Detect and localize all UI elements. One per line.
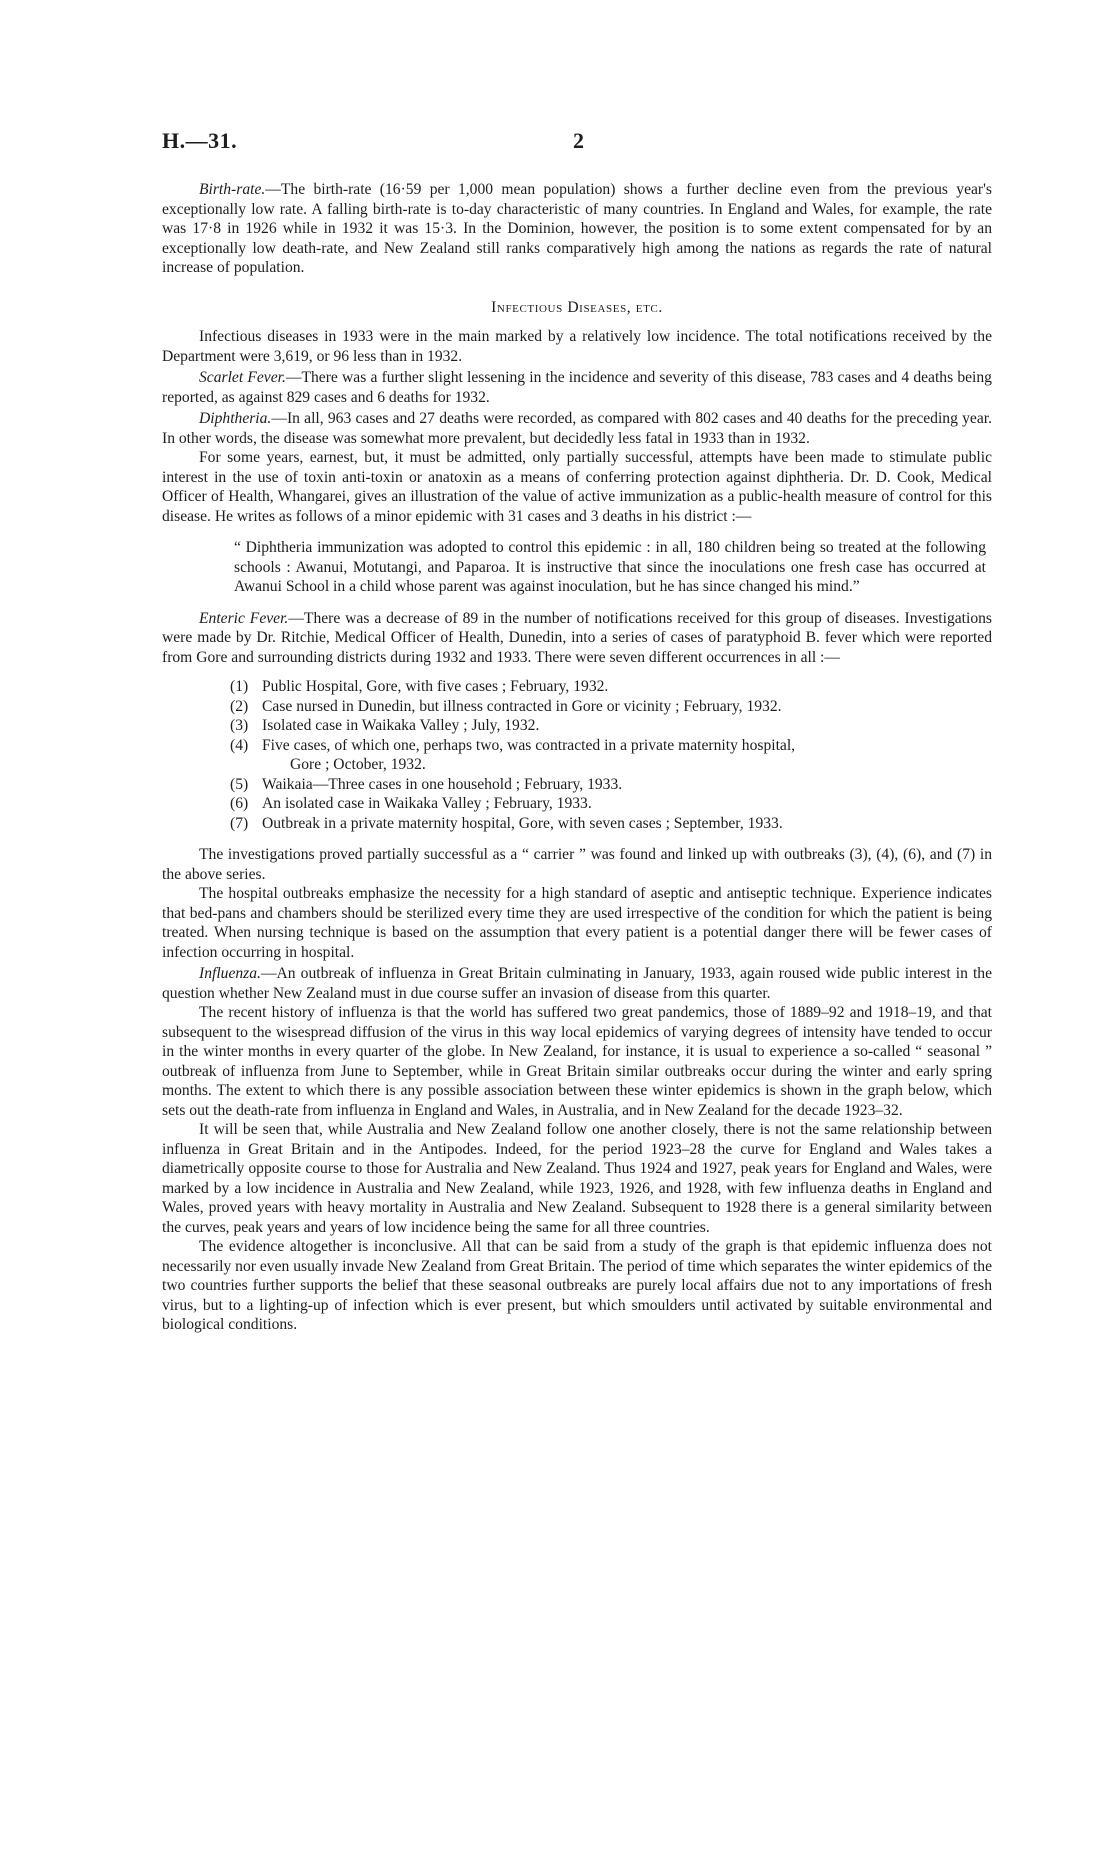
paragraph-birth-rate bbox=[162, 180, 992, 278]
list-item-text: An isolated case in Waikaka Valley ; February, 1933. bbox=[262, 795, 592, 812]
list-item-number: (3) bbox=[230, 717, 249, 734]
diphtheria-text: —In all, 963 cases and 27 deaths were recorded, as compared with 802 cases and 40 deaths for the preceding year. In other words, the disease was somewhat more prevalent, but decidedly less fatal in 1933 than in 1932. bbox=[162, 410, 992, 447]
document-reference: H.—31. bbox=[162, 128, 238, 153]
list-item-number: (6) bbox=[230, 795, 249, 812]
paragraph-intro: Infectious diseases in 1933 were in the main marked by a relatively low incidence. The total notifications received by the Department were 3,619, or 96 less than in 1932. bbox=[162, 328, 992, 365]
list-item bbox=[230, 814, 992, 834]
run-in-heading-birth-rate: Birth-rate. bbox=[199, 181, 266, 198]
list-item bbox=[230, 677, 992, 697]
paragraph-hospital-outbreaks: The hospital outbreaks emphasize the necessity for a high standard of aseptic and antiseptic technique. Experience indicates that bed-pans and chambers should be sterilized every time they are used irrespective of the condition for which the patient is being treated. When nursing technique is based on the assumption that every patient is a potential danger there will be fewer cases of infection occurring in hospital. bbox=[162, 885, 992, 961]
list-item-text: Outbreak in a private maternity hospital, Gore, with seven cases ; September, 1933. bbox=[262, 814, 783, 832]
list-item-number: (7) bbox=[230, 814, 249, 832]
run-in-heading-influenza: Influenza. bbox=[199, 965, 261, 982]
page-number: 2 bbox=[573, 128, 584, 153]
paragraph-enteric-fever bbox=[162, 609, 992, 668]
list-item bbox=[230, 736, 992, 775]
paragraph-investigations: The investigations proved partially successful as a “ carrier ” was found and linked up with outbreaks (3), (4), (6), and (7) in the above series. bbox=[162, 846, 992, 883]
list-item bbox=[230, 775, 992, 795]
paragraph-recent-history: The recent history of influenza is that the world has suffered two great pandemics, those of 1889–92 and 1918–19, and that subsequent to the wisespread diffusion of the virus in this way local epidemics of varying degrees of intensity have tended to occur in the winter months in every quarter of the globe. In New Zealand, for instance, it is usual to experience a so-called “ seasonal ” outbreak of influenza from June to September, while in Great Britain similar outbreaks occur during the winter and early spring months. The extent to which there is any possible association between these winter epidemics is shown in the graph below, which sets out the death-rate from influenza in England and Wales, in Australia, and in New Zealand for the decade 1923–32. bbox=[162, 1004, 992, 1119]
list-item bbox=[230, 716, 992, 736]
run-in-heading-scarlet-fever: Scarlet Fever. bbox=[199, 369, 286, 386]
list-item-number: (5) bbox=[230, 775, 249, 793]
list-item-number: (1) bbox=[230, 678, 249, 695]
list-item-text: Five cases, of which one, perhaps two, was contracted in a private maternity hospital, bbox=[262, 736, 796, 754]
section-heading: Infectious Diseases, etc. bbox=[491, 298, 663, 316]
list-item-continuation: Gore ; October, 1932. bbox=[290, 756, 426, 773]
paragraph-scarlet-fever bbox=[162, 368, 992, 407]
run-in-heading-diphtheria: Diphtheria. bbox=[199, 410, 272, 427]
list-item bbox=[230, 794, 992, 814]
list-item-text: Isolated case in Waikaka Valley ; July, 1932. bbox=[262, 717, 540, 734]
paragraph-diphtheria-followup: For some years, earnest, but, it must be admitted, only partially successful, attempts have been made to stimulate public interest in the use of toxin anti-toxin or anatoxin as a means of conferring protection against diphtheria. Dr. D. Cook, Medical Officer of Health, Whangarei, gives an illustration of the value of active immunization as a public-health measure of control for this disease. He writes as follows of a minor epidemic with 31 cases and 3 deaths in his district :— bbox=[162, 449, 992, 525]
paragraph-conclusion: The evidence altogether is inconclusive. All that can be said from a study of the graph is that epidemic influenza does not necessarily nor even usually invade New Zealand from Great Britain. The period of time which separates the winter epidemics of the two countries further supports the belief that these seasonal outbreaks are purely local affairs due not to any importations of fresh virus, but to a lighting-up of infection which is ever present, but which smoulders until activated by suitable environmental and biological conditions. bbox=[162, 1238, 992, 1333]
list-item bbox=[230, 697, 992, 717]
list-item-text: Case nursed in Dunedin, but illness contracted in Gore or vicinity ; February, 1932. bbox=[262, 697, 782, 715]
list-item-number: (2) bbox=[230, 697, 249, 715]
document-page bbox=[162, 128, 992, 1828]
influenza-text: —An outbreak of influenza in Great Britain culminating in January, 1933, again roused wide public interest in the question whether New Zealand must in due course suffer an invasion of disease from this quarter. bbox=[162, 965, 992, 1002]
birth-rate-text: —The birth-rate (16·59 per 1,000 mean population) shows a further decline even from the previous year's exceptionally low rate. A falling birth-rate is to-day characteristic of many countries. In England and Wales, for example, the rate was 17·8 in 1926 while in 1932 it was 15·3. In the Dominion, however, the position is to some extent compensated for by an exceptionally low death-rate, and New Zealand still ranks comparatively high among the nations as regards the rate of natural increase of population. bbox=[162, 181, 992, 276]
list-item-number: (4) bbox=[230, 736, 249, 754]
list-item-text: Waikaia—Three cases in one household ; February, 1933. bbox=[262, 775, 623, 793]
list-item-text: Public Hospital, Gore, with five cases ; February, 1932. bbox=[262, 678, 609, 695]
scarlet-fever-text: —There was a further slight lessening in the incidence and severity of this disease, 783 cases and 4 deaths being reported, as against 829 cases and 6 deaths for 1932. bbox=[162, 369, 992, 406]
page-header bbox=[162, 128, 992, 168]
occurrence-list bbox=[162, 677, 992, 833]
paragraph-diphtheria bbox=[162, 409, 992, 448]
run-in-heading-enteric-fever: Enteric Fever. bbox=[199, 609, 289, 627]
paragraph-influenza bbox=[162, 964, 992, 1003]
paragraph-comparison: It will be seen that, while Australia and New Zealand follow one another closely, there is not the same relationship between influenza in Great Britain and in the Antipodes. Indeed, for the period 1923–28 the curve for England and Wales takes a diametrically opposite course to those for Australia and New Zealand. Thus 1924 and 1927, peak years for England and Wales, were marked by a low incidence in Australia and New Zealand, while 1923, 1926, and 1928, with few influenza deaths in England and Wales, proved years with heavy mortality in Australia and New Zealand. Subsequent to 1928 there is a general similarity between the curves, peak years and years of low incidence being the same for all three countries. bbox=[162, 1121, 992, 1236]
block-quote: “ Diphtheria immunization was adopted to control this epidemic : in all, 180 children being so treated at the following schools : Awanui, Motutangi, and Paparoa. It is instructive that since the inoculations one fresh case has occurred at Awanui School in a child whose parent was against inoculation, but he has since changed his mind.” bbox=[234, 539, 986, 595]
enteric-fever-text: —There was a decrease of 89 in the number of notifications received for this group of diseases. Investigations were made by Dr. Ritchie, Medical Officer of Health, Dunedin, into a series of cases of paratyphoid B. fever which were reported from Gore and surrounding districts during 1932 and 1933. There were seven different occurrences in all :— bbox=[162, 609, 992, 666]
